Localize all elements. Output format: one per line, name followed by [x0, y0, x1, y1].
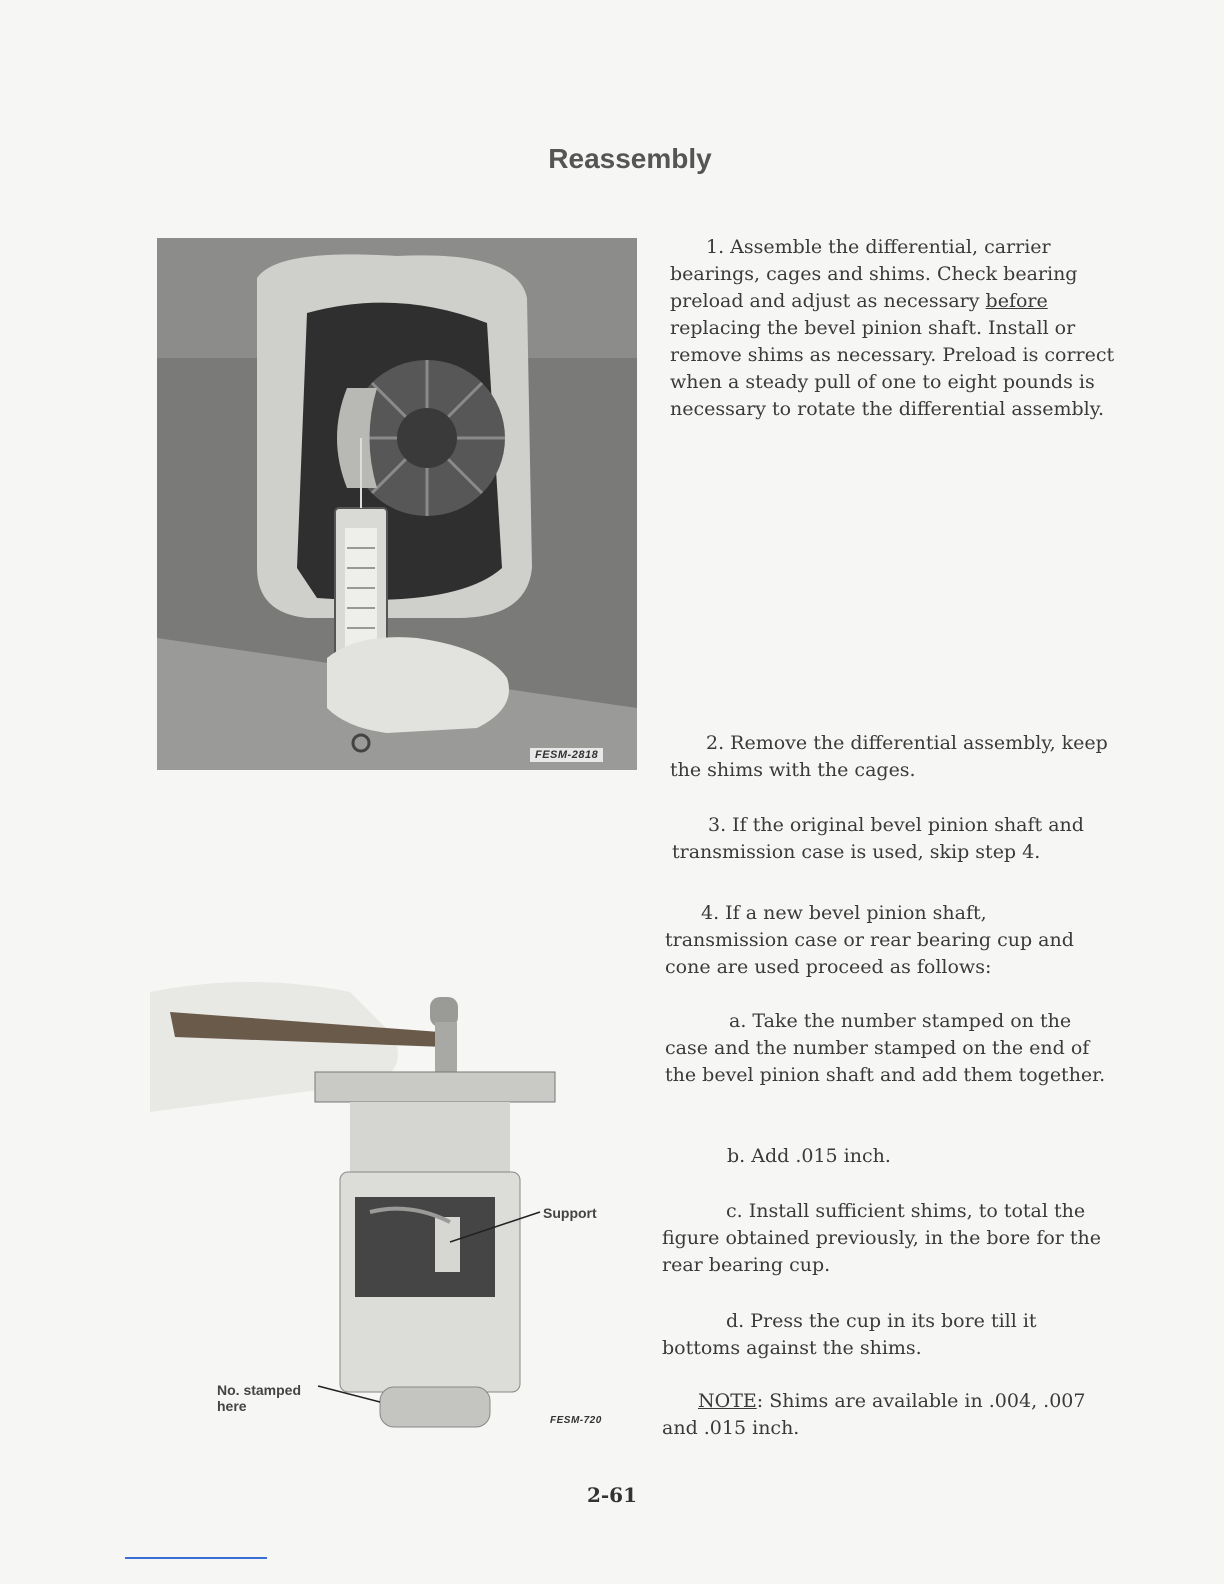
page-title: Reassembly — [548, 143, 712, 174]
step-4-text: 4. If a new bevel pinion shaft, transmission case or rear bearing cup and cone are used proceed as follows: — [665, 902, 1074, 978]
step-1-underlined: before — [985, 290, 1048, 312]
step-3-text: 3. If the original bevel pinion shaft and transmission case is used, skip step 4. — [672, 814, 1084, 863]
footer-rule — [125, 1557, 267, 1559]
step-4b — [727, 1143, 1027, 1170]
step-4a-text: a. Take the number stamped on the case and the number stamped on the end of the bevel pinion shaft and add them together. — [665, 1010, 1106, 1086]
step-4 — [665, 900, 1105, 981]
step-4d — [662, 1308, 1112, 1362]
step-4d-text: d. Press the cup in its bore till it bottoms against the shims. — [662, 1310, 1037, 1359]
step-4a — [665, 1008, 1115, 1089]
note-text: : Shims are available in .004, .007 and .015 inch. — [662, 1390, 1086, 1439]
page-number: 2-61 — [586, 1483, 638, 1507]
step-4c-text: c. Install sufficient shims, to total the figure obtained previously, in the bore for the rear bearing cup. — [662, 1200, 1102, 1276]
step-1-text-b: replacing the bevel pinion shaft. Install or remove shims as necessary. Preload is correct when a steady pull of one to eight pounds is necessary to rotate the differential assembly. — [670, 317, 1115, 420]
callout-support: Support — [543, 1205, 597, 1221]
step-4c — [662, 1198, 1112, 1279]
figure-1-label: FESM-2818 — [530, 748, 603, 762]
figure-differential-preload-photo — [157, 238, 637, 770]
step-1-text-a: 1. Assemble the differential, carrier bearings, cages and shims. Check bearing preload and adjust as necessary — [670, 236, 1078, 312]
note — [662, 1388, 1112, 1442]
note-label: NOTE — [698, 1390, 757, 1412]
step-1 — [670, 234, 1120, 423]
callout-number-stamped: No. stamped here — [217, 1382, 302, 1414]
step-2-text: 2. Remove the differential assembly, keep the shims with the cages. — [670, 732, 1108, 781]
step-3 — [672, 812, 1132, 866]
step-2 — [670, 730, 1120, 784]
figure-2-label: FESM-720 — [550, 1415, 602, 1426]
step-4b-text: b. Add .015 inch. — [727, 1145, 891, 1167]
